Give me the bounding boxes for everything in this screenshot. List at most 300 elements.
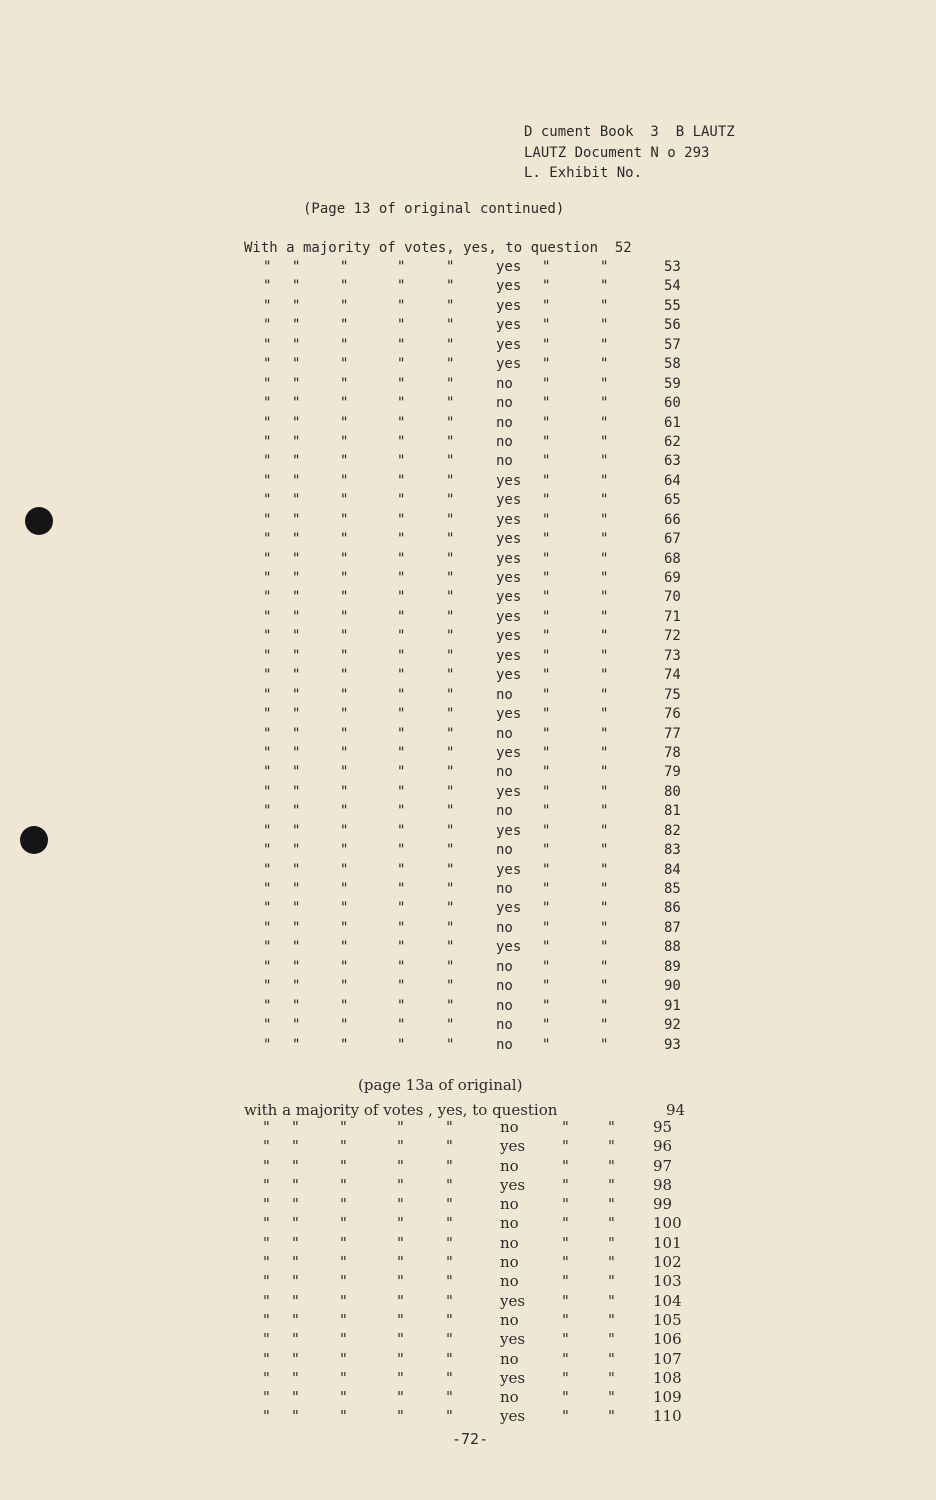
ditto-mark: ": [397, 278, 406, 295]
ditto-mark: ": [292, 1175, 299, 1194]
vote-answer: yes: [496, 822, 522, 839]
vote-answer: no: [496, 725, 513, 742]
ditto-mark: ": [292, 1253, 299, 1272]
ditto-mark: ": [292, 1272, 299, 1291]
vote-answer: no: [500, 1233, 519, 1252]
ditto-mark: ": [340, 958, 349, 975]
ditto-mark: ": [397, 608, 406, 625]
ditto-mark: ": [340, 1310, 347, 1329]
vote-answer: yes: [500, 1137, 526, 1156]
ditto-mark: ": [600, 978, 609, 995]
question-number: 93: [664, 1036, 681, 1053]
question-number: 89: [664, 958, 681, 975]
vote-answer: no: [500, 1310, 519, 1329]
ditto-mark: ": [562, 1368, 569, 1387]
ditto-mark: ": [542, 395, 551, 412]
ditto-mark: ": [263, 1310, 270, 1329]
ditto-mark: ": [446, 1291, 453, 1310]
vote-row: [0, 395, 936, 414]
ditto-mark: ": [608, 1388, 615, 1407]
vote-row: [0, 1272, 936, 1291]
question-number: 102: [653, 1253, 682, 1272]
ditto-mark: ": [397, 939, 406, 956]
ditto-mark: ": [292, 589, 301, 606]
ditto-mark: ": [340, 1195, 347, 1214]
question-number: 68: [664, 550, 681, 567]
vote-answer: yes: [496, 511, 522, 528]
ditto-mark: ": [292, 375, 301, 392]
vote-answer: no: [496, 686, 513, 703]
question-number: 95: [653, 1118, 673, 1136]
vote-answer: yes: [500, 1368, 526, 1387]
ditto-mark: ": [263, 764, 272, 781]
ditto-mark: ": [292, 1233, 299, 1252]
ditto-mark: ": [292, 259, 301, 275]
ditto-mark: ": [542, 725, 551, 742]
ditto-mark: ": [263, 472, 272, 489]
ditto-mark: ": [600, 628, 609, 645]
ditto-mark: ": [600, 336, 609, 353]
ditto-mark: ": [397, 783, 406, 800]
ditto-mark: ": [562, 1118, 569, 1136]
ditto-mark: ": [263, 433, 272, 450]
ditto-mark: ": [600, 667, 609, 684]
question-number: 84: [664, 861, 681, 878]
ditto-mark: ": [263, 1017, 272, 1034]
ditto-mark: ": [263, 336, 272, 353]
ditto-mark: ": [340, 1368, 347, 1387]
ditto-mark: ": [263, 900, 272, 917]
ditto-mark: ": [608, 1368, 615, 1387]
vote-answer: yes: [496, 570, 522, 586]
vote-row: [0, 628, 936, 647]
question-number: 59: [664, 375, 681, 392]
vote-row: [0, 473, 936, 492]
ditto-mark: ": [397, 881, 406, 897]
ditto-mark: ": [446, 1233, 453, 1252]
ditto-mark: ": [292, 278, 301, 295]
ditto-mark: ": [263, 1175, 270, 1194]
ditto-mark: ": [397, 803, 406, 820]
ditto-mark: ": [608, 1253, 615, 1272]
question-number: 76: [664, 706, 681, 723]
ditto-mark: ": [446, 1349, 453, 1368]
vote-row: [0, 1311, 936, 1330]
ditto-mark: ": [340, 1214, 347, 1233]
ditto-mark: ": [397, 1195, 404, 1214]
ditto-mark: ": [600, 764, 609, 781]
vote-row: [0, 512, 936, 531]
ditto-mark: ": [292, 686, 301, 703]
vote-answer: no: [496, 414, 513, 431]
vote-answer: no: [496, 881, 513, 897]
vote-row: [0, 784, 936, 803]
vote-row: [0, 1407, 936, 1426]
vote-answer: yes: [496, 861, 522, 878]
vote-row: [0, 1330, 936, 1349]
ditto-mark: ": [292, 783, 301, 800]
vote-answer: yes: [496, 589, 522, 606]
ditto-mark: ": [446, 297, 455, 314]
vote-answer: no: [500, 1253, 519, 1272]
vote-answer: yes: [496, 783, 522, 800]
ditto-mark: ": [340, 278, 349, 295]
ditto-mark: ": [340, 375, 349, 392]
ditto-mark: ": [340, 647, 349, 664]
ditto-mark: ": [542, 1017, 551, 1034]
lead-line-2: with a majority of votes , yes, to question: [244, 1101, 558, 1119]
ditto-mark: ": [397, 919, 406, 936]
ditto-mark: ": [263, 1156, 270, 1175]
ditto-mark: ": [292, 1036, 301, 1053]
vote-row: [0, 1176, 936, 1195]
vote-row: [0, 726, 936, 745]
question-number: 56: [664, 317, 681, 334]
ditto-mark: ": [263, 1195, 270, 1214]
ditto-mark: ": [263, 278, 272, 295]
ditto-mark: ": [340, 570, 349, 586]
ditto-mark: ": [446, 531, 455, 548]
ditto-mark: ": [340, 1388, 347, 1407]
ditto-mark: ": [292, 842, 301, 859]
ditto-mark: ": [263, 550, 272, 567]
vote-row: [0, 1195, 936, 1214]
ditto-mark: ": [292, 978, 301, 995]
ditto-mark: ": [292, 822, 301, 839]
lead-line-1: With a majority of votes, yes, to question 52: [244, 240, 632, 256]
ditto-mark: ": [263, 1368, 270, 1387]
ditto-mark: ": [292, 1214, 299, 1233]
ditto-mark: ": [263, 1233, 270, 1252]
ditto-mark: ": [446, 1175, 453, 1194]
ditto-mark: ": [292, 1118, 299, 1136]
ditto-mark: ": [446, 453, 455, 470]
vote-answer: yes: [500, 1330, 526, 1349]
ditto-mark: ": [562, 1175, 569, 1194]
ditto-mark: ": [340, 395, 349, 412]
ditto-mark: ": [397, 356, 406, 373]
vote-answer: no: [496, 978, 513, 995]
ditto-mark: ": [446, 900, 455, 917]
ditto-mark: ": [263, 822, 272, 839]
ditto-mark: ": [340, 531, 349, 548]
ditto-mark: ": [340, 1156, 347, 1175]
ditto-mark: ": [542, 900, 551, 917]
ditto-mark: ": [542, 978, 551, 995]
ditto-mark: ": [446, 725, 455, 742]
vote-row: [0, 745, 936, 764]
ditto-mark: ": [446, 1214, 453, 1233]
ditto-mark: ": [397, 1368, 404, 1387]
question-number: 62: [664, 433, 681, 450]
vote-answer: no: [496, 1017, 513, 1034]
question-number: 82: [664, 822, 681, 839]
ditto-mark: ": [542, 958, 551, 975]
ditto-mark: ": [600, 1036, 609, 1053]
vote-answer: no: [500, 1349, 519, 1368]
ditto-mark: ": [397, 667, 406, 684]
ditto-mark: ": [542, 336, 551, 353]
ditto-mark: ": [340, 706, 349, 723]
ditto-mark: ": [562, 1272, 569, 1291]
ditto-mark: ": [340, 744, 349, 761]
ditto-mark: ": [263, 1137, 270, 1156]
ditto-mark: ": [263, 1253, 270, 1272]
vote-row: [0, 1037, 936, 1056]
vote-answer: no: [496, 958, 513, 975]
ditto-mark: ": [340, 259, 349, 275]
vote-row: [0, 1350, 936, 1369]
question-number: 98: [653, 1175, 673, 1194]
ditto-mark: ": [542, 744, 551, 761]
ditto-mark: ": [292, 570, 301, 586]
vote-row: [0, 1137, 936, 1156]
ditto-mark: ": [263, 783, 272, 800]
question-number: 99: [653, 1195, 673, 1214]
ditto-mark: ": [600, 511, 609, 528]
ditto-mark: ": [600, 647, 609, 664]
ditto-mark: ": [542, 589, 551, 606]
ditto-mark: ": [397, 978, 406, 995]
ditto-mark: ": [340, 1272, 347, 1291]
ditto-mark: ": [292, 550, 301, 567]
ditto-mark: ": [263, 647, 272, 664]
question-number: 92: [664, 1017, 681, 1034]
ditto-mark: ": [600, 375, 609, 392]
ditto-mark: ": [340, 1349, 347, 1368]
ditto-mark: ": [600, 472, 609, 489]
vote-row: [0, 376, 936, 395]
ditto-mark: ": [542, 278, 551, 295]
ditto-mark: ": [542, 375, 551, 392]
vote-answer: yes: [496, 278, 522, 295]
ditto-mark: ": [397, 764, 406, 781]
ditto-mark: ": [263, 395, 272, 412]
vote-row: [0, 1214, 936, 1233]
ditto-mark: ": [562, 1214, 569, 1233]
ditto-mark: ": [340, 550, 349, 567]
vote-row: [0, 531, 936, 550]
ditto-mark: ": [600, 803, 609, 820]
ditto-mark: ": [600, 278, 609, 295]
ditto-mark: ": [542, 686, 551, 703]
ditto-mark: ": [263, 628, 272, 645]
ditto-mark: ": [292, 803, 301, 820]
ditto-mark: ": [292, 881, 301, 897]
vote-list-1: [0, 259, 936, 1056]
ditto-mark: ": [600, 550, 609, 567]
ditto-mark: ": [292, 900, 301, 917]
ditto-mark: ": [542, 939, 551, 956]
ditto-mark: ": [397, 511, 406, 528]
vote-row: [0, 492, 936, 511]
question-number: 105: [653, 1310, 682, 1329]
ditto-mark: ": [446, 881, 455, 897]
ditto-mark: ": [263, 1388, 270, 1407]
vote-row: [0, 298, 936, 317]
question-number: 74: [664, 667, 681, 684]
question-number: 81: [664, 803, 681, 820]
vote-answer: no: [496, 1036, 513, 1053]
ditto-mark: ": [263, 1349, 270, 1368]
ditto-mark: ": [542, 608, 551, 625]
ditto-mark: ": [446, 1272, 453, 1291]
ditto-mark: ": [292, 958, 301, 975]
ditto-mark: ": [446, 1253, 453, 1272]
vote-answer: yes: [500, 1407, 526, 1426]
ditto-mark: ": [397, 395, 406, 412]
ditto-mark: ": [263, 1214, 270, 1233]
question-number: 78: [664, 744, 681, 761]
ditto-mark: ": [340, 628, 349, 645]
vote-answer: yes: [496, 531, 522, 548]
ditto-mark: ": [397, 1291, 404, 1310]
ditto-mark: ": [397, 570, 406, 586]
ditto-mark: ": [608, 1175, 615, 1194]
ditto-mark: ": [542, 356, 551, 373]
vote-row: [0, 881, 936, 900]
ditto-mark: ": [263, 744, 272, 761]
vote-row: [0, 1388, 936, 1407]
ditto-mark: ": [542, 472, 551, 489]
vote-answer: no: [500, 1156, 519, 1175]
vote-answer: yes: [496, 628, 522, 645]
ditto-mark: ": [292, 1291, 299, 1310]
vote-row: [0, 648, 936, 667]
ditto-mark: ": [446, 336, 455, 353]
ditto-mark: ": [542, 842, 551, 859]
ditto-mark: ": [608, 1156, 615, 1175]
vote-row: [0, 939, 936, 958]
question-number: 104: [653, 1291, 682, 1310]
ditto-mark: ": [263, 1118, 270, 1136]
ditto-mark: ": [340, 1137, 347, 1156]
ditto-mark: ": [446, 667, 455, 684]
ditto-mark: ": [600, 900, 609, 917]
ditto-mark: ": [446, 861, 455, 878]
ditto-mark: ": [292, 764, 301, 781]
ditto-mark: ": [542, 550, 551, 567]
ditto-mark: ": [292, 667, 301, 684]
ditto-mark: ": [562, 1253, 569, 1272]
ditto-mark: ": [292, 356, 301, 373]
ditto-mark: ": [446, 259, 455, 275]
question-number: 63: [664, 453, 681, 470]
ditto-mark: ": [600, 259, 609, 275]
ditto-mark: ": [263, 511, 272, 528]
ditto-mark: ": [608, 1407, 615, 1426]
ditto-mark: ": [292, 317, 301, 334]
ditto-mark: ": [446, 978, 455, 995]
ditto-mark: ": [292, 628, 301, 645]
ditto-mark: ": [340, 433, 349, 450]
question-number: 55: [664, 297, 681, 314]
ditto-mark: ": [263, 725, 272, 742]
ditto-mark: ": [397, 589, 406, 606]
ditto-mark: ": [340, 667, 349, 684]
ditto-mark: ": [446, 1330, 453, 1349]
ditto-mark: ": [446, 395, 455, 412]
vote-row: [0, 803, 936, 822]
ditto-mark: ": [263, 706, 272, 723]
ditto-mark: ": [600, 822, 609, 839]
vote-row: [0, 317, 936, 336]
ditto-mark: ": [263, 1036, 272, 1053]
ditto-mark: ": [292, 453, 301, 470]
ditto-mark: ": [340, 414, 349, 431]
question-number: 66: [664, 511, 681, 528]
question-number: 109: [653, 1388, 682, 1407]
question-number: 53: [664, 259, 681, 275]
ditto-mark: ": [397, 1330, 404, 1349]
ditto-mark: ": [446, 958, 455, 975]
ditto-mark: ": [608, 1272, 615, 1291]
ditto-mark: ": [292, 725, 301, 742]
header-line-2: LAUTZ Document N o 293: [524, 145, 710, 161]
ditto-mark: ": [397, 1233, 404, 1252]
ditto-mark: ": [600, 570, 609, 586]
ditto-mark: ": [542, 433, 551, 450]
ditto-mark: ": [600, 881, 609, 897]
ditto-mark: ": [292, 395, 301, 412]
ditto-mark: ": [292, 1330, 299, 1349]
ditto-mark: ": [446, 764, 455, 781]
ditto-mark: ": [600, 317, 609, 334]
header-line-1: D cument Book 3 B LAUTZ: [524, 124, 735, 140]
ditto-mark: ": [600, 919, 609, 936]
ditto-mark: ": [446, 570, 455, 586]
vote-row: [0, 1369, 936, 1388]
ditto-mark: ": [340, 492, 349, 509]
ditto-mark: ": [292, 997, 301, 1014]
ditto-mark: ": [397, 453, 406, 470]
vote-answer: no: [496, 764, 513, 781]
ditto-mark: ": [292, 1017, 301, 1034]
ditto-mark: ": [397, 1175, 404, 1194]
question-number: 65: [664, 492, 681, 509]
ditto-mark: ": [397, 492, 406, 509]
ditto-mark: ": [542, 861, 551, 878]
vote-answer: no: [496, 395, 513, 412]
ditto-mark: ": [263, 531, 272, 548]
vote-row: [0, 356, 936, 375]
ditto-mark: ": [608, 1214, 615, 1233]
vote-row: [0, 823, 936, 842]
vote-row: [0, 667, 936, 686]
ditto-mark: ": [340, 1118, 347, 1136]
ditto-mark: ": [542, 297, 551, 314]
vote-row: [0, 453, 936, 472]
ditto-mark: ": [446, 1156, 453, 1175]
ditto-mark: ": [263, 997, 272, 1014]
ditto-mark: ": [600, 997, 609, 1014]
ditto-mark: ": [542, 492, 551, 509]
ditto-mark: ": [340, 764, 349, 781]
ditto-mark: ": [340, 1291, 347, 1310]
vote-row: [0, 900, 936, 919]
ditto-mark: ": [600, 395, 609, 412]
ditto-mark: ": [263, 608, 272, 625]
vote-answer: yes: [500, 1291, 526, 1310]
ditto-mark: ": [446, 550, 455, 567]
ditto-mark: ": [263, 861, 272, 878]
page-number: -72-: [452, 1430, 489, 1448]
vote-row: [0, 998, 936, 1017]
vote-answer: yes: [500, 1175, 526, 1194]
ditto-mark: ": [562, 1388, 569, 1407]
vote-answer: no: [500, 1388, 519, 1407]
question-number: 96: [653, 1137, 673, 1156]
